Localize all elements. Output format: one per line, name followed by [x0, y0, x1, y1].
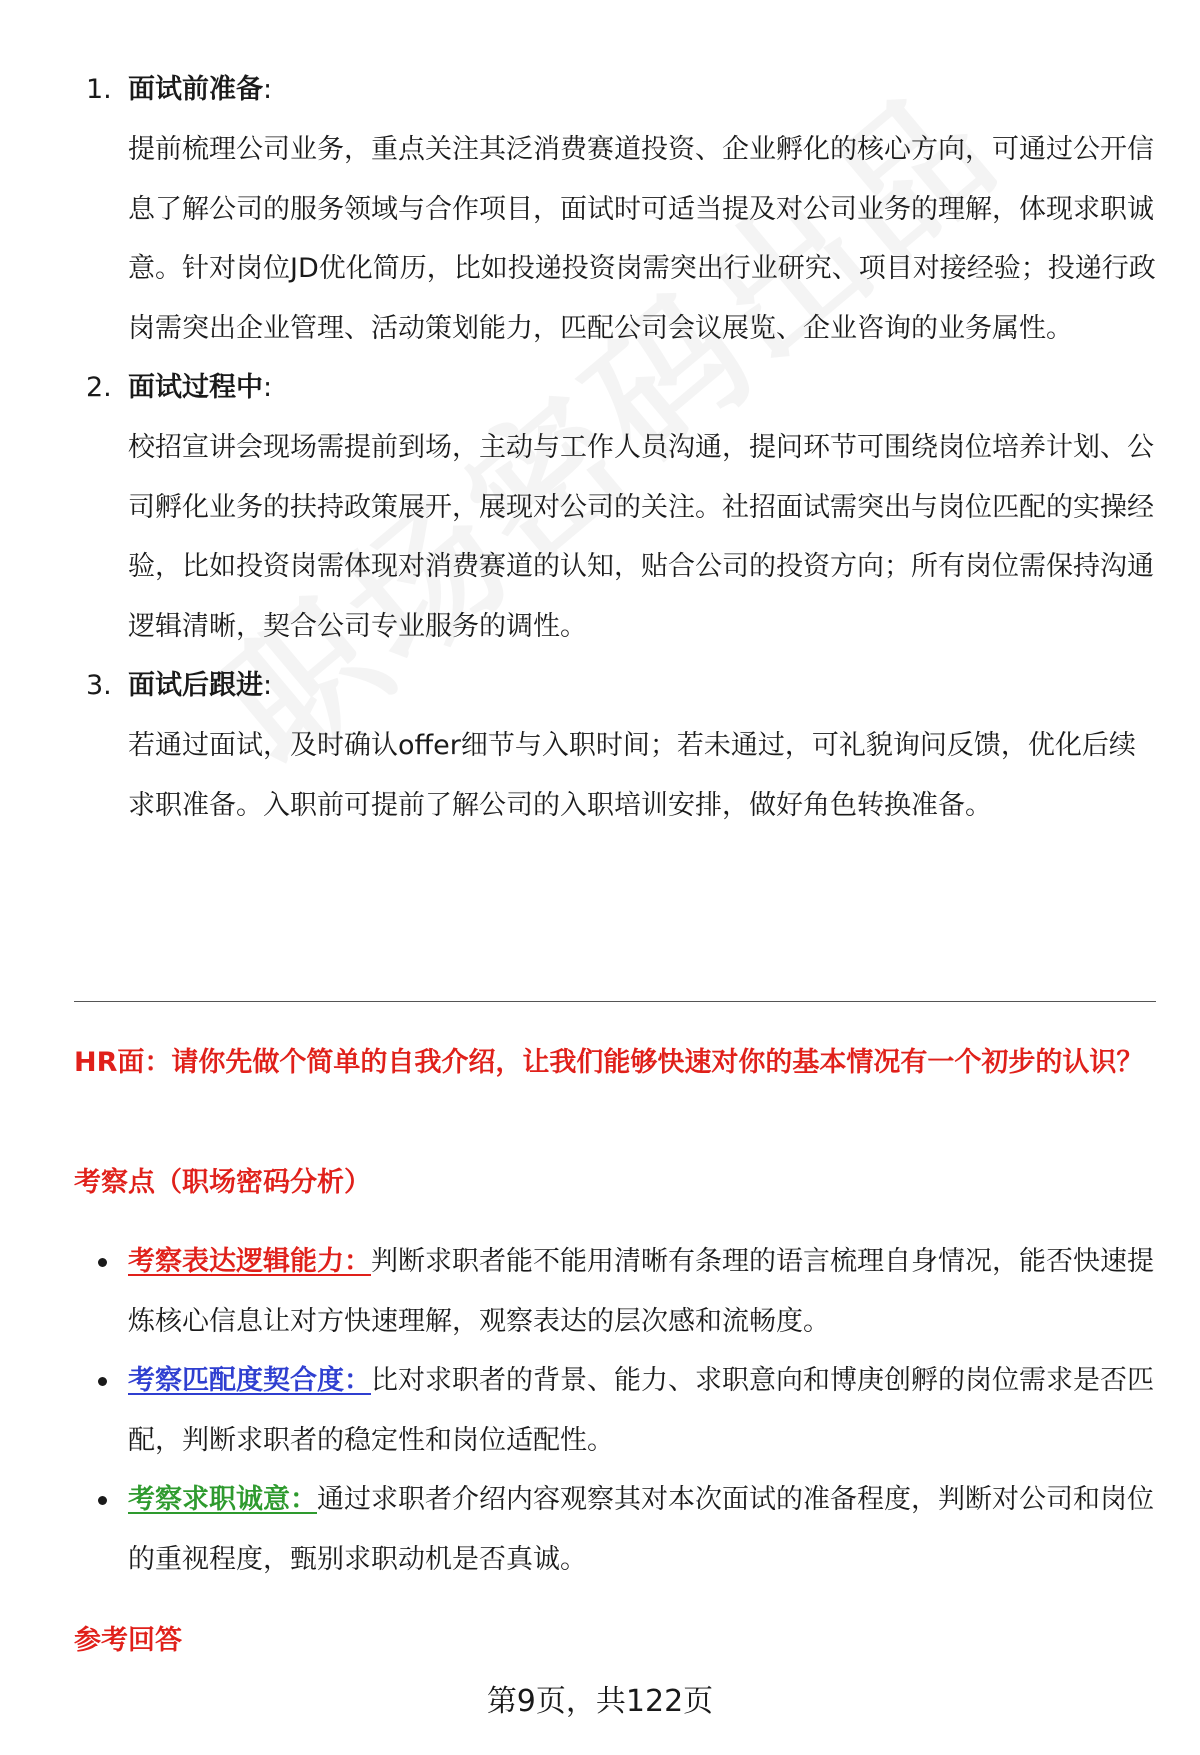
- step-number: 2.: [86, 372, 112, 403]
- step-title-text: 面试前准备: [128, 74, 263, 105]
- step-title-colon: :: [263, 670, 273, 701]
- bullet-dot-icon: [98, 1377, 107, 1386]
- step-heading: [0, 358, 1200, 418]
- point-keyword: 考察求职诚意：: [128, 1484, 317, 1515]
- point-text: 通过求职者介绍内容观察其对本次面试的准备程度，判断对公司和岗位的重视程度，甄别求职动机是否真诚。: [128, 1484, 1154, 1575]
- step-title-colon: :: [263, 74, 273, 105]
- step-body: 若通过面试，及时确认offer细节与入职时间；若未通过，可礼貌询问反馈，优化后续求职准备。入职前可提前了解公司的入职培训安排，做好角色转换准备。: [128, 730, 1136, 821]
- point-text: 比对求职者的背景、能力、求职意向和博庚创孵的岗位需求是否匹配，判断求职者的稳定性和岗位适配性。: [128, 1365, 1154, 1456]
- step-title: [128, 358, 272, 418]
- step-title-colon: :: [263, 372, 273, 403]
- step-heading: [0, 656, 1200, 716]
- analysis-point: [128, 1351, 1158, 1470]
- reference-answer-label: 参考回答: [74, 1625, 182, 1656]
- step-title-text: 面试过程中: [128, 372, 263, 403]
- hr-question: HR面：请你先做个简单的自我介绍，让我们能够快速对你的基本情况有一个初步的认识？: [74, 1047, 1144, 1078]
- step-heading: [0, 60, 1200, 120]
- section-divider: [74, 1001, 1156, 1002]
- step-title: [128, 656, 272, 716]
- page-footer: 第9页，共122页: [486, 1684, 714, 1719]
- point-keyword: 考察表达逻辑能力：: [128, 1246, 371, 1277]
- point-keyword: 考察匹配度契合度：: [128, 1365, 371, 1396]
- step-number: 3.: [86, 670, 112, 701]
- bullet-dot-icon: [98, 1258, 107, 1267]
- point-text: 判断求职者能不能用清晰有条理的语言梳理自身情况，能否快速提炼核心信息让对方快速理解，观察表达的层次感和流畅度。: [128, 1246, 1154, 1337]
- analysis-point: [128, 1232, 1158, 1351]
- step-number: 1.: [86, 74, 112, 105]
- interview-steps-list: [0, 60, 1200, 835]
- analysis-point: [128, 1470, 1158, 1589]
- step-body: 提前梳理公司业务，重点关注其泛消费赛道投资、企业孵化的核心方向，可通过公开信息了解公司的服务领域与合作项目，面试时可适当提及对公司业务的理解，体现求职诚意。针对岗位JD优化简历，比如投递投资岗需突出行业研究、项目对接经验；投递行政岗需突出企业管理、活动策划能力，匹配公司会议展览、企业咨询的业务属性。: [128, 134, 1156, 344]
- step-item: [0, 60, 1200, 358]
- step-item: [0, 358, 1200, 656]
- bullet-dot-icon: [98, 1496, 107, 1505]
- analysis-points-list: [0, 1232, 1200, 1589]
- step-item: [0, 656, 1200, 835]
- step-body: 校招宣讲会现场需提前到场，主动与工作人员沟通，提问环节可围绕岗位培养计划、公司孵化业务的扶持政策展开，展现对公司的关注。社招面试需突出与岗位匹配的实操经验，比如投资岗需体现对消费赛道的认知，贴合公司的投资方向；所有岗位需保持沟通逻辑清晰，契合公司专业服务的调性。: [128, 432, 1154, 642]
- analysis-label: 考察点（职场密码分析）: [74, 1167, 371, 1198]
- step-title-text: 面试后跟进: [128, 670, 263, 701]
- step-title: [128, 60, 272, 120]
